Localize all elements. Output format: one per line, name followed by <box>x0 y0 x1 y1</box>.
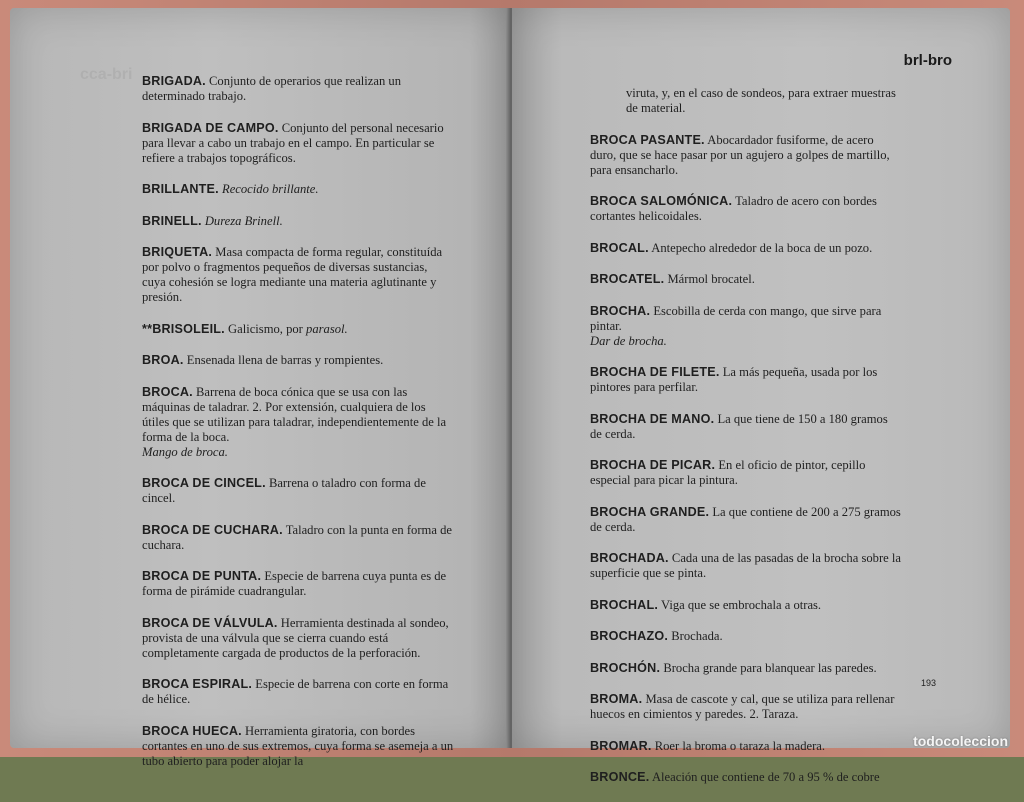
entry-headword: BROCA HUECA. <box>142 723 242 738</box>
entry-definition: La que tiene de 150 a 180 gramos de cerda. <box>590 411 888 441</box>
left-entries <box>142 74 454 785</box>
entry-headword: BROCHA GRANDE. <box>590 504 710 519</box>
right-page <box>512 8 1010 784</box>
entry-headword: BROCHÓN. <box>590 660 661 675</box>
entry-headword: BRIGADA. <box>142 74 206 88</box>
entry-headword: BROCA PASANTE. <box>590 132 705 147</box>
dictionary-entry <box>142 121 454 166</box>
dictionary-entry <box>590 272 902 287</box>
dictionary-entry <box>590 365 902 395</box>
dictionary-entry <box>590 551 902 581</box>
entry-headword: BRILLANTE. <box>142 182 219 196</box>
entry-definition: Masa de cascote y cal, que se utiliza para rellenar huecos en cimientos y paredes. 2. Taraza. <box>590 692 895 721</box>
dictionary-entry <box>142 569 454 599</box>
dictionary-entry <box>590 629 902 644</box>
entry-definition: Ensenada llena de barras y rompientes. <box>186 353 384 367</box>
entry-headword: BROCA. <box>142 384 193 399</box>
entry-headword: BROCHA DE PICAR. <box>590 458 716 472</box>
dictionary-entry <box>142 724 454 769</box>
entry-headword: BROCA DE CINCEL. <box>142 476 266 490</box>
entry-headword: BROCHA DE MANO. <box>590 411 715 426</box>
entry-definition: Galicismo, por <box>228 321 303 336</box>
dictionary-entry <box>590 505 902 535</box>
dictionary-entry <box>142 385 454 460</box>
entry-definition: Masa compacta de forma regular, constituída por polvo o fragmentos pequeños de diversas sustancias, cuya cohesión se logra mediante una materia aglutinante y presión. <box>142 245 443 304</box>
dictionary-entry <box>590 133 902 178</box>
entry-definition: Viga que se embrochala a otras. <box>660 597 822 612</box>
entry-reference: Dureza Brinell. <box>204 213 283 228</box>
dictionary-entry <box>142 74 454 104</box>
entry-headword: BRIGADA DE CAMPO. <box>142 120 279 135</box>
dictionary-entry <box>142 353 454 368</box>
entry-headword: BROCA SALOMÓNICA. <box>590 194 733 208</box>
entry-definition: En el oficio de pintor, cepillo especial para picar la pintura. <box>590 458 866 487</box>
entry-definition: Conjunto de operarios que realizan un determinado trabajo. <box>142 74 402 103</box>
entry-definition: Especie de barrena con corte en forma de hélice. <box>142 677 449 706</box>
entry-definition: Antepecho alrededor de la boca de un pozo. <box>651 240 873 255</box>
entry-headword: BROCAL. <box>590 240 649 255</box>
dictionary-entry <box>590 598 902 613</box>
entry-definition: Conjunto del personal necesario para llevar a cabo un trabajo en el campo. En particular se refiere a trabajos topográficos. <box>142 120 444 165</box>
entry-headword: BROCA DE PUNTA. <box>142 569 262 583</box>
dictionary-entry <box>590 304 902 349</box>
dictionary-entry <box>590 770 902 785</box>
entry-definition: Herramienta destinada al sondeo, provista de una válvula que se cierra cuando está completamente cargada de productos de la perforación. <box>142 615 449 660</box>
dictionary-entry <box>590 692 902 722</box>
dictionary-entry <box>590 194 902 224</box>
dictionary-entry <box>142 322 454 337</box>
running-head: brl-bro <box>903 52 952 69</box>
entry-definition: Barrena de boca cónica que se usa con las máquinas de taladrar. 2. Por extensión, cualquiera de los útiles que se utilizan para taladrar, independientemente de la forma de la boca. <box>142 384 447 444</box>
left-page <box>10 8 510 768</box>
entry-definition: Aleación que contiene de 70 a 95 % de cobre <box>651 770 880 784</box>
entry-headword: BROCHA DE FILETE. <box>590 365 720 379</box>
entry-definition: La más pequeña, usada por los pintores para perfilar. <box>590 365 878 394</box>
entry-headword: BROMAR. <box>590 738 652 753</box>
entry-headword: BROCHAL. <box>590 597 659 612</box>
watermark-logo: todocoleccion <box>913 733 1008 749</box>
entry-definition: Abocardador fusiforme, de acero duro, que se hace pasar por un agujero a golpes de martillo, para ensancharlo. <box>590 132 890 177</box>
entry-headword: BRONCE. <box>590 770 650 784</box>
dictionary-entry <box>590 739 902 754</box>
entry-example: Mango de broca. <box>142 444 228 459</box>
right-entries <box>590 86 902 802</box>
dictionary-entry <box>142 476 454 506</box>
bleed-through-text: cca-bri <box>80 66 133 83</box>
entry-definition: Taladro de acero con bordes cortantes helicoidales. <box>590 194 877 223</box>
entry-definition: Roer la broma o taraza la madera. <box>654 738 826 753</box>
entry-headword: BROCA DE CUCHARA. <box>142 522 283 537</box>
entry-definition: Escobilla de cerda con mango, que sirve para pintar. <box>590 303 882 333</box>
dictionary-entry <box>590 412 902 442</box>
entry-reference: parasol. <box>306 321 348 336</box>
entry-headword: **BRISOLEIL. <box>142 321 225 336</box>
dictionary-entry <box>590 241 902 256</box>
dictionary-entry <box>142 214 454 229</box>
entry-definition: Mármol brocatel. <box>667 272 755 286</box>
entry-definition: Especie de barrena cuya punta es de forma de pirámide cuadrangular. <box>142 569 447 598</box>
dictionary-entry <box>142 245 454 305</box>
entry-definition: Brochada. <box>671 629 723 643</box>
entry-headword: BROCATEL. <box>590 272 665 286</box>
dictionary-entry <box>142 616 454 661</box>
entry-definition: Taladro con la punta en forma de cuchara. <box>142 522 452 552</box>
dictionary-entry <box>142 677 454 707</box>
entry-definition: Brocha grande para blanquear las paredes. <box>663 660 877 675</box>
dictionary-entry <box>590 661 902 676</box>
entry-definition: Herramienta giratoria, con bordes cortantes en uno de sus extremos, cuya forma se asemeja a un tubo abierto para poder alojar la <box>142 723 454 768</box>
dictionary-entry <box>142 182 454 197</box>
entry-headword: BRINELL. <box>142 213 202 228</box>
entry-reference: Recocido brillante. <box>222 182 319 196</box>
continuation-text: viruta, y, en el caso de sondeos, para extraer muestras de material. <box>626 86 896 115</box>
dictionary-entry <box>590 458 902 488</box>
entry-headword: BROCA ESPIRAL. <box>142 677 253 691</box>
entry-definition: Cada una de las pasadas de la brocha sobre la superficie que se pinta. <box>590 551 901 580</box>
entry-example: Dar de brocha. <box>590 333 667 348</box>
page-number: 193 <box>920 678 936 688</box>
entry-headword: BROA. <box>142 353 184 367</box>
entry-headword: BROCHA. <box>590 303 651 318</box>
entry-headword: BROCHAZO. <box>590 629 669 643</box>
entry-headword: BRIQUETA. <box>142 245 213 259</box>
entry-headword: BROCA DE VÁLVULA. <box>142 615 278 630</box>
entry-headword: BROCHADA. <box>590 551 669 565</box>
entry-definition: La que contiene de 200 a 275 gramos de cerda. <box>590 504 901 534</box>
dictionary-entry <box>142 523 454 553</box>
entry-headword: BROMA. <box>590 692 643 706</box>
entry-definition: Barrena o taladro con forma de cincel. <box>142 476 426 505</box>
